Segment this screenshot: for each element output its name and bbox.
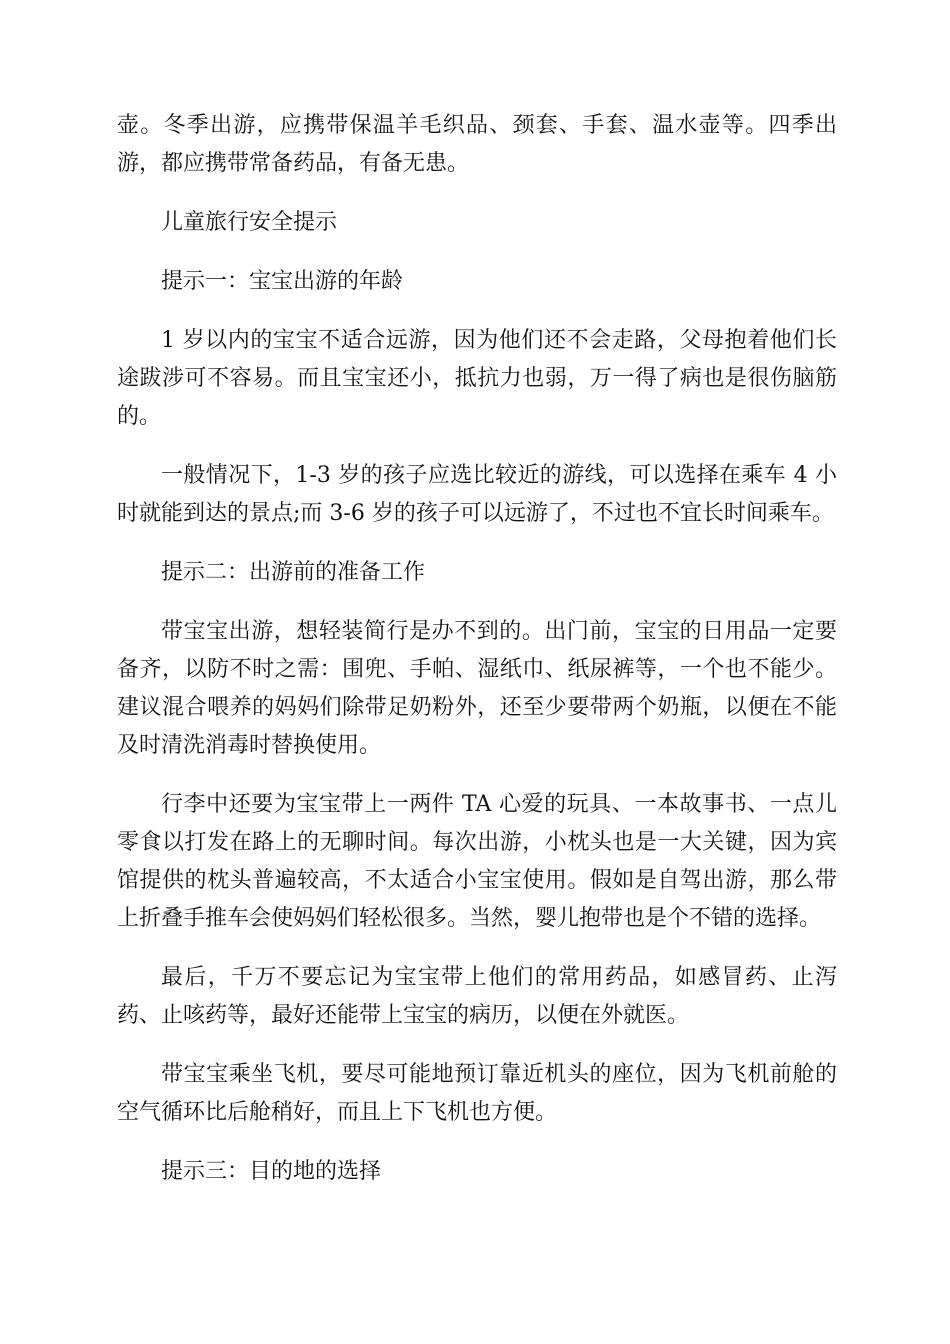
paragraph: 最后，千万不要忘记为宝宝带上他们的常用药品，如感冒药、止泻药、止咳药等，最好还能带上宝宝的病历，以便在外就医。: [117, 965, 837, 1028]
paragraph: 行李中还要为宝宝带上一两件 TA 心爱的玩具、一本故事书、一点儿零食以打发在路上的无聊时间。每次出游，小枕头也是一大关键，因为宾馆提供的枕头普遍较高，不太适合小宝宝使用。假如是自驾出游，那么带上折叠手推车会使妈妈们轻松很多。当然，婴儿抱带也是个不错的选择。: [117, 792, 837, 931]
tip-heading-3: 提示三：目的地的选择: [161, 1159, 382, 1184]
section-heading-child-travel-safety: 儿童旅行安全提示: [161, 210, 338, 235]
paragraph: 带宝宝乘坐飞机，要尽可能地预订靠近机头的座位，因为飞机前舱的空气循环比后舱稍好，而且上下飞机也方便。: [117, 1062, 837, 1125]
paragraph: 1 岁以内的宝宝不适合远游，因为他们还不会走路，父母抱着他们长途跋涉可不容易。而且宝宝还小，抵抗力也弱，万一得了病也是很伤脑筋的。: [117, 328, 837, 429]
document-body: [117, 107, 837, 1212]
tip-heading-1: 提示一：宝宝出游的年龄: [161, 269, 404, 294]
paragraph: 一般情况下，1-3 岁的孩子应选比较近的游线，可以选择在乘车 4 小时就能到达的景点;而 3-6 岁的孩子可以远游了，不过也不宜长时间乘车。: [117, 463, 837, 526]
paragraph-continuation: 壶。冬季出游，应携带保温羊毛织品、颈套、手套、温水壶等。四季出游，都应携带常备药品，有备无患。: [117, 113, 837, 176]
tip-heading-2: 提示二：出游前的准备工作: [161, 560, 426, 585]
paragraph: 带宝宝出游，想轻装简行是办不到的。出门前，宝宝的日用品一定要备齐，以防不时之需：围兜、手帕、湿纸巾、纸尿裤等，一个也不能少。建议混合喂养的妈妈们除带足奶粉外，还至少要带两个奶瓶，以便在不能及时清洗消毒时替换使用。: [117, 619, 837, 758]
